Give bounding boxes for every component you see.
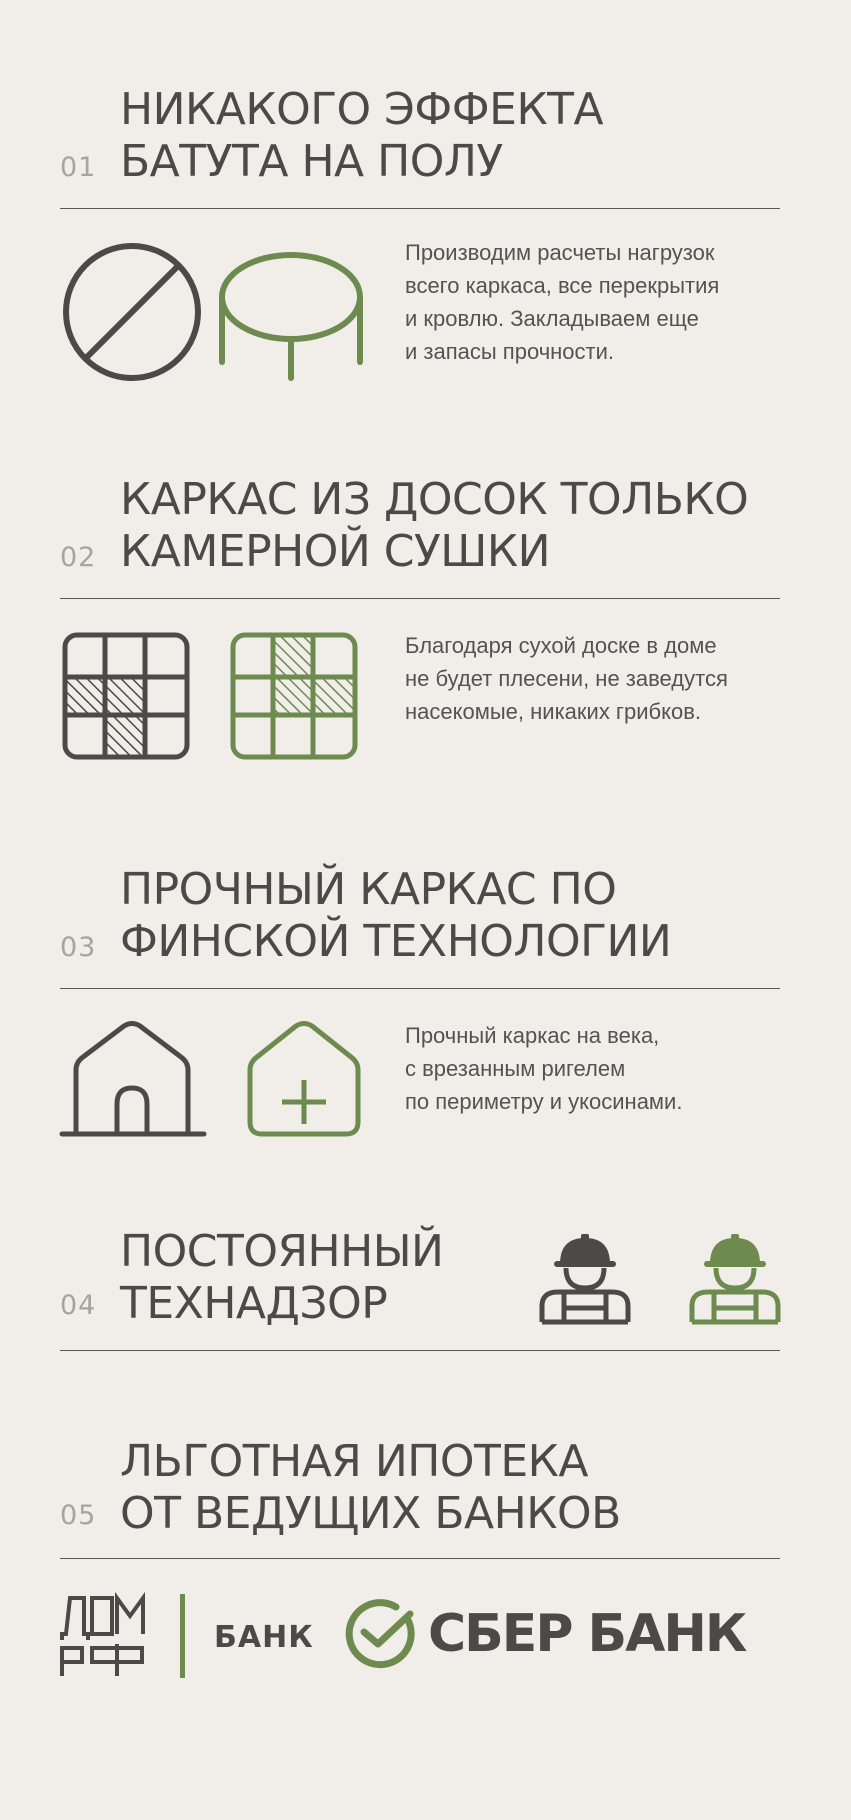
section-number-05: 05	[60, 1500, 97, 1531]
section-divider	[60, 1350, 780, 1351]
description-line: и запасы прочности.	[405, 339, 615, 364]
domrf-bank-label: БАНК	[214, 1620, 314, 1655]
section-title-line: ФИНСКОЙ ТЕХНОЛОГИИ	[120, 916, 672, 967]
house-icon	[60, 1020, 206, 1138]
section-title-line: БАТУТА НА ПОЛУ	[120, 136, 503, 187]
section-divider	[60, 208, 780, 209]
section-number-03: 03	[60, 932, 97, 963]
section-title-line: ЛЬГОТНАЯ ИПОТЕКА	[120, 1436, 589, 1487]
section-title-line: НИКАКОГО ЭФФЕКТА	[120, 84, 604, 135]
section-title-04	[120, 1226, 443, 1330]
description-line: Производим расчеты нагрузок	[405, 240, 715, 265]
worker-green-icon	[688, 1230, 782, 1324]
section-title-line: ТЕХНАДЗОР	[120, 1278, 388, 1329]
section-number-01: 01	[60, 152, 97, 183]
worker-icon	[538, 1230, 632, 1324]
section-title-01	[120, 84, 603, 188]
wet-board-grid-icon	[62, 632, 190, 760]
section-title-02	[120, 474, 748, 578]
section-description-03	[405, 1019, 682, 1118]
section-title-line: КАРКАС ИЗ ДОСОК ТОЛЬКО	[120, 474, 749, 525]
logo-divider	[180, 1594, 185, 1678]
description-line: всего каркаса, все перекрытия	[405, 273, 720, 298]
section-number-02: 02	[60, 542, 97, 573]
house-plus-icon	[246, 1020, 362, 1138]
description-line: Благодаря сухой доске в доме	[405, 633, 717, 658]
prohibited-icon	[62, 242, 202, 382]
section-title-03	[120, 864, 671, 968]
section-divider	[60, 988, 780, 989]
description-line: по периметру и укосинами.	[405, 1089, 683, 1114]
domrf-logo	[60, 1594, 146, 1678]
trampoline-icon	[218, 252, 364, 382]
sber-bank-label: СБЕР БАНК	[428, 1604, 746, 1664]
section-title-line: КАМЕРНОЙ СУШКИ	[120, 526, 550, 577]
section-number-04: 04	[60, 1290, 97, 1321]
description-line: с врезанным ригелем	[405, 1056, 626, 1081]
description-line: и кровлю. Закладываем еще	[405, 306, 699, 331]
section-title-line: ОТ ВЕДУЩИХ БАНКОВ	[120, 1488, 621, 1539]
section-divider	[60, 598, 780, 599]
section-title-05	[120, 1436, 621, 1540]
dry-board-grid-icon	[230, 632, 358, 760]
section-description-01	[405, 236, 719, 368]
section-description-02	[405, 629, 728, 728]
description-line: насекомые, никаких грибков.	[405, 699, 701, 724]
description-line: не будет плесени, не заведутся	[405, 666, 728, 691]
description-line: Прочный каркас на века,	[405, 1023, 660, 1048]
section-title-line: ПОСТОЯННЫЙ	[120, 1226, 444, 1277]
section-divider	[60, 1558, 780, 1559]
sber-logo-icon	[346, 1600, 414, 1668]
section-title-line: ПРОЧНЫЙ КАРКАС ПО	[120, 864, 617, 915]
